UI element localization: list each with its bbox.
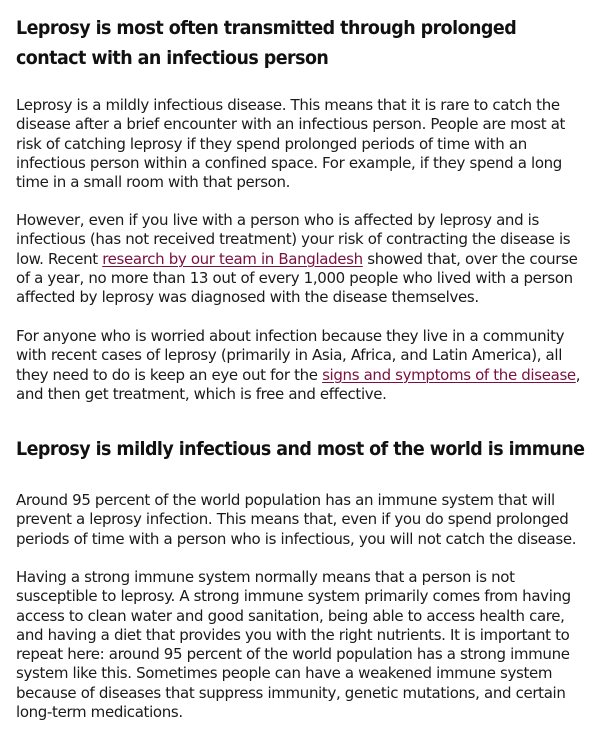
paragraph-worried-community (16, 327, 586, 404)
paragraph-strong-immune-system: Having a strong immune system normally means that a person is not susceptible to leprosy. A strong immune system primarily comes from having access to clean water and good sanitation, being able to access health care, and having a diet that provides you with the right nutrients. It is important to repeat here: around 95 percent of the world population has a strong immune system like this. Sometimes people can have a weakened immune system because of diseases that suppress immunity, genetic mutations, and certain long-term medications. (16, 568, 571, 722)
paragraph-95-percent: Around 95 percent of the world population has an immune system that will prevent a leprosy infection. This means that, even if you do spend prolonged periods of time with a person who is infectious, you will not catch the disease. (16, 491, 577, 548)
paragraph-text: , and then get treatment, which is free and effective. (16, 365, 581, 403)
paragraph-risk-low (16, 211, 586, 307)
paragraph-text: For anyone who is worried about infection because they live in a community with recent cases of leprosy (primarily in Asia, Africa, and Latin America), all they need to do is keep an eye out for the (16, 327, 565, 384)
paragraph-text: showed that, over the course of a year, no more than 13 out of every 1,000 people who lived with a person affected by leprosy was diagnosed with the disease themselves. (16, 249, 578, 307)
signs-symptoms-link[interactable]: signs and symptoms of the disease (322, 365, 576, 384)
research-bangladesh-link[interactable]: research by our team in Bangladesh (102, 249, 363, 268)
section-heading-transmission: Leprosy is most often transmitted through prolonged contact with an infectious person (16, 17, 517, 69)
paragraph-mildly-infectious: Leprosy is a mildly infectious disease. This means that it is rare to catch the disease after a brief encounter with an infectious person. People are most at risk of catching leprosy if they spend prolonged periods of time with an infectious person within a confined space. For example, if they spend a long time in a small room with that person. (16, 96, 566, 192)
section-heading-immune: Leprosy is mildly infectious and most of the world is immune (16, 438, 585, 460)
paragraph-text: However, even if you live with a person who is affected by leprosy and is infectious (has not received treatment) your risk of contracting the disease is low. Recent (16, 211, 571, 268)
